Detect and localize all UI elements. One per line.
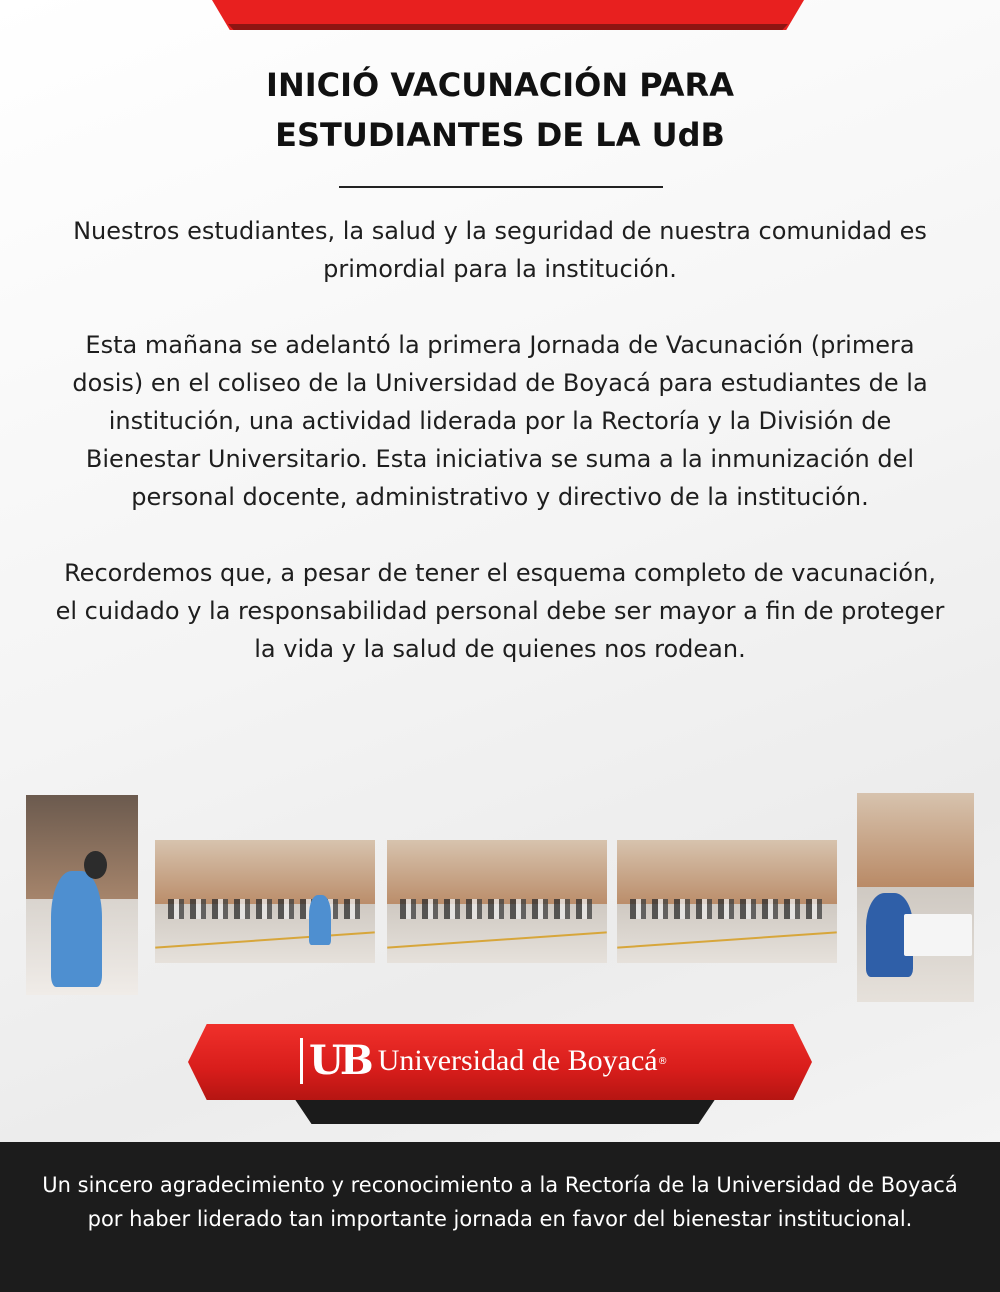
logo-name: Universidad de Boyacá (377, 1044, 658, 1077)
photo-vaccination-portrait (26, 795, 138, 995)
photo-coliseum-3 (617, 840, 837, 963)
university-logo (300, 1038, 720, 1084)
paragraph-vaccination: Esta mañana se adelantó la primera Jornada de Vacunación (primera dosis) en el coliseo de la Universidad de Boyacá para estudiantes de la institución, una actividad liderada por la Rectoría y la División de Bienestar Universitario. Esta iniciativa se suma a la inmunización del personal docente, administrativo y directivo de la institución. (72, 331, 928, 511)
photo-coliseum-1 (155, 840, 375, 963)
paragraph-reminder: Recordemos que, a pesar de tener el esquema completo de vacunación, el cuidado y la responsabilidad personal debe ser mayor a fin de proteger la vida y la salud de quienes nos rodean. (55, 559, 945, 663)
page-title (0, 60, 1000, 160)
top-band-shadow (228, 24, 788, 30)
title-line-2: ESTUDIANTES DE LA UdB (275, 116, 725, 154)
footer-acknowledgement: Un sincero agradecimiento y reconocimiento a la Rectoría de la Universidad de Boyacá por haber liderado tan importante jornada en favor del bienestar institucional. (42, 1173, 958, 1231)
photo-registration-table (857, 793, 974, 1002)
paragraph-intro: Nuestros estudiantes, la salud y la seguridad de nuestra comunidad es primordial para la institución. (73, 217, 927, 283)
photo-coliseum-2 (387, 840, 607, 963)
title-line-1: INICIÓ VACUNACIÓN PARA (266, 66, 734, 104)
article-body (50, 212, 950, 668)
logo-mark: UB (300, 1038, 370, 1084)
registered-mark: ® (657, 1055, 668, 1067)
title-divider (339, 186, 663, 188)
